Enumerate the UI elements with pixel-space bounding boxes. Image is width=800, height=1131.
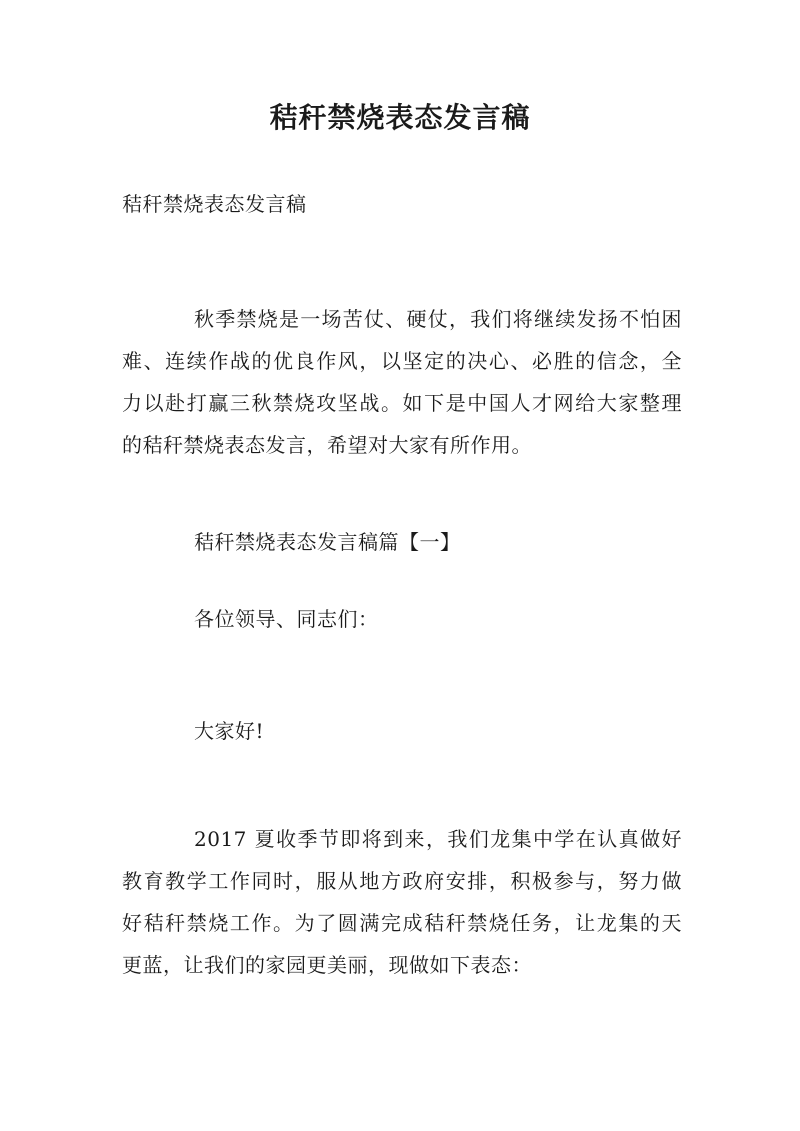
intro-line-4: 的秸秆禁烧表态发言，希望对大家有所作用。 bbox=[122, 433, 532, 457]
intro-line-2: 难、连续作战的优良作风，以坚定的决心、必胜的信念，全 bbox=[122, 349, 682, 373]
document-subtitle: 秸秆禁烧表态发言稿 bbox=[122, 192, 307, 216]
section-heading: 秸秆禁烧表态发言稿篇【一】 bbox=[194, 530, 461, 554]
body-line-3: 好秸秆禁烧工作。为了圆满完成秸秆禁烧任务，让龙集的天 bbox=[122, 911, 682, 935]
intro-line-3: 力以赴打赢三秋禁烧攻坚战。如下是中国人才网给大家整理 bbox=[122, 391, 682, 415]
body-line-4: 更蓝，让我们的家园更美丽，现做如下表态： bbox=[122, 953, 532, 977]
greeting: 大家好! bbox=[194, 719, 265, 743]
body-line-1: 2017 夏收季节即将到来，我们龙集中学在认真做好 bbox=[194, 827, 682, 851]
body-line-2: 教育教学工作同时，服从地方政府安排，积极参与，努力做 bbox=[122, 869, 682, 893]
intro-paragraph bbox=[122, 298, 682, 466]
intro-line-1: 秋季禁烧是一场苦仗、硬仗，我们将继续发扬不怕困 bbox=[194, 307, 682, 331]
salutation: 各位领导、同志们： bbox=[194, 607, 379, 631]
document-title: 秸秆禁烧表态发言稿 bbox=[269, 101, 531, 134]
body-paragraph bbox=[122, 818, 682, 986]
